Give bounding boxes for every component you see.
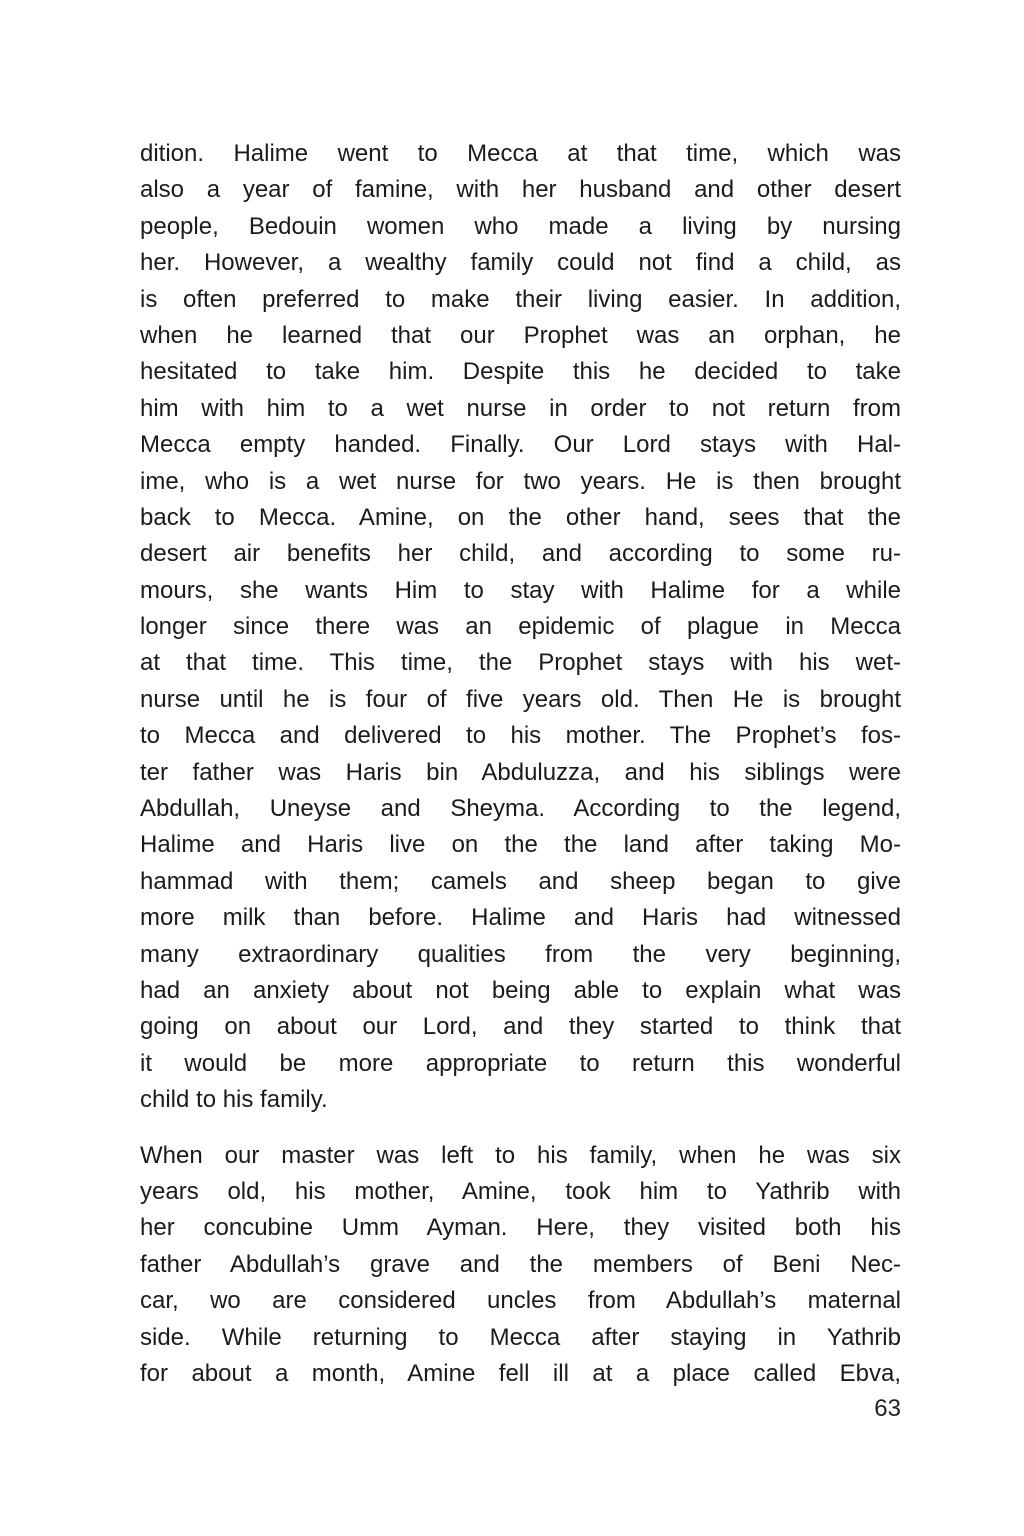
text-line: her concubine Umm Ayman. Here, they visited both his (140, 1214, 901, 1242)
text-line: Abdullah, Uneyse and Sheyma. According to the legend, (140, 795, 901, 823)
text-line: people, Bedouin women who made a living by nursing (140, 212, 901, 240)
text-line: father Abdullah’s grave and the members of Beni Nec- (140, 1250, 901, 1278)
text-line: nurse until he is four of five years old. Then He is brought (140, 685, 901, 713)
text-line: more milk than before. Halime and Haris had witnessed (140, 904, 901, 932)
text-line: years old, his mother, Amine, took him to Yathrib with (140, 1177, 901, 1205)
text-line: car, wo are considered uncles from Abdullah’s maternal (140, 1287, 901, 1315)
text-line: hesitated to take him. Despite this he decided to take (140, 358, 901, 386)
text-line: When our master was left to his family, when he was six (140, 1141, 901, 1169)
text-line: for about a month, Amine fell ill at a place called Ebva, (140, 1359, 901, 1387)
text-line: desert air benefits her child, and according to some ru- (140, 540, 901, 568)
text-line: had an anxiety about not being able to explain what was (140, 976, 901, 1004)
text-line: ter father was Haris bin Abduluzza, and his siblings were (140, 758, 901, 786)
text-line: child to his family. (140, 1086, 328, 1114)
body-text (140, 136, 901, 1392)
text-line: also a year of famine, with her husband and other desert (140, 176, 901, 204)
text-line: ime, who is a wet nurse for two years. He is then brought (140, 467, 901, 495)
text-line: mours, she wants Him to stay with Halime for a while (140, 576, 901, 604)
text-line: her. However, a wealthy family could not find a child, as (140, 249, 901, 277)
text-line: is often preferred to make their living easier. In addition, (140, 285, 901, 313)
text-line: Halime and Haris live on the the land after taking Mo- (140, 831, 901, 859)
page-number: 63 (874, 1395, 901, 1422)
text-line: going on about our Lord, and they started to think that (140, 1013, 901, 1041)
text-line: Mecca empty handed. Finally. Our Lord stays with Hal- (140, 431, 901, 459)
paragraph (140, 1138, 901, 1393)
text-line: to Mecca and delivered to his mother. The Prophet’s fos- (140, 722, 901, 750)
text-line: side. While returning to Mecca after staying in Yathrib (140, 1323, 901, 1351)
text-line: hammad with them; camels and sheep began to give (140, 867, 901, 895)
text-line: dition. Halime went to Mecca at that time, which was (140, 140, 901, 167)
text-line: it would be more appropriate to return this wonderful (140, 1049, 901, 1077)
text-line: at that time. This time, the Prophet stays with his wet- (140, 649, 901, 677)
paragraph (140, 136, 901, 1119)
text-line: many extraordinary qualities from the very beginning, (140, 940, 901, 968)
text-line: when he learned that our Prophet was an orphan, he (140, 321, 901, 349)
text-line: him with him to a wet nurse in order to not return from (140, 394, 901, 422)
text-line: back to Mecca. Amine, on the other hand, sees that the (140, 503, 901, 531)
text-line: longer since there was an epidemic of plague in Mecca (140, 613, 901, 641)
